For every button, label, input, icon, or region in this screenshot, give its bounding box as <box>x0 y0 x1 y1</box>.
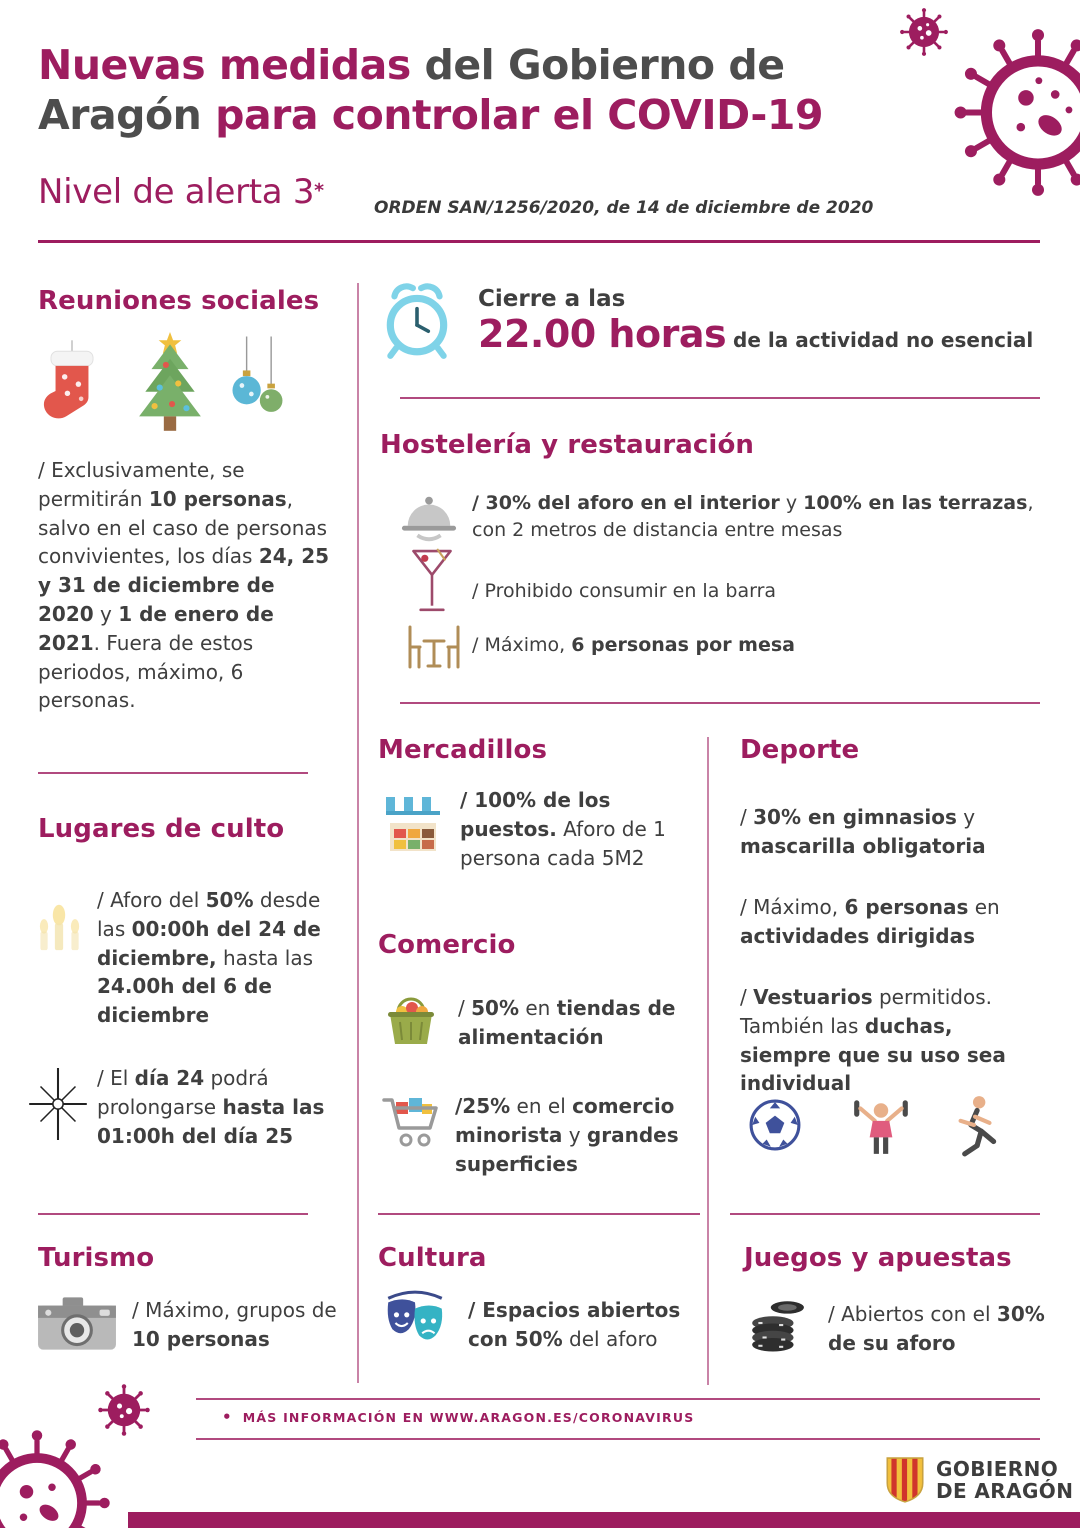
cultura-item-text: / Espacios abiertos con 50% del aforo <box>468 1298 681 1351</box>
closure-intro: Cierre a las <box>478 286 626 312</box>
hosteleria-item-2-text: / Prohibido consumir en la barra <box>472 580 777 602</box>
shopping-cart-icon <box>380 1088 440 1166</box>
weightlifter-icon <box>852 1094 910 1162</box>
divider <box>730 1213 1040 1215</box>
lugares-item-1-text: / Aforo del 50% desde las 00:00h del 24 de diciembre, hasta las 24.00h del 6 de diciembre <box>97 888 321 1028</box>
alert-level <box>38 172 324 212</box>
page-title-line1: Nuevas medidas del Gobierno de <box>38 41 785 89</box>
divider <box>38 1213 308 1215</box>
star-icon <box>26 1068 90 1144</box>
gobierno-aragon-logo <box>884 1456 1073 1504</box>
section-title-juegos: Juegos y apuestas <box>744 1243 1012 1273</box>
section-title-deporte: Deporte <box>740 735 860 765</box>
alert-asterisk: * <box>314 179 325 202</box>
christmas-tree-icon <box>128 330 212 442</box>
hosteleria-item-1-text: / 30% del aforo en el interior y 100% en las terrazas, con 2 metros de distancia entre mesas <box>472 492 1034 541</box>
footer-bullet: • <box>222 1408 233 1426</box>
soccer-ball-icon <box>748 1098 802 1156</box>
page-title <box>38 40 918 140</box>
divider <box>357 283 359 1383</box>
turismo-item-text: / Máximo, grupos de 10 personas <box>132 1298 337 1351</box>
cocktail-icon <box>410 548 454 620</box>
christmas-stocking-icon <box>40 338 104 438</box>
order-reference: ORDEN SAN/1256/2020, de 14 de diciembre de 2020 <box>374 198 874 218</box>
poker-chips-icon <box>748 1292 806 1358</box>
logo-line2: DE ARAGÓN <box>936 1479 1074 1503</box>
footer-info-prefix: MÁS INFORMACIÓN EN <box>242 1410 430 1425</box>
market-stall-icon <box>384 792 442 860</box>
table-chairs-icon <box>402 622 466 674</box>
section-title-lugares: Lugares de culto <box>38 814 285 844</box>
page-title-line2: Aragón para controlar el COVID-19 <box>38 91 823 140</box>
footer-info <box>222 1408 694 1426</box>
closure-time: 22.00 horas <box>478 312 727 356</box>
deporte-item-2-text: / Máximo, 6 personas en actividades dirigidas <box>740 895 1000 948</box>
divider <box>400 397 1040 399</box>
section-title-reuniones: Reuniones sociales <box>38 286 320 316</box>
alert-level-text: Nivel de alerta 3 <box>38 172 315 212</box>
logo-text <box>936 1458 1073 1502</box>
grocery-basket-icon <box>384 990 438 1052</box>
reuniones-text: / Exclusivamente, se permitirán 10 personas, salvo en el caso de personas convivientes, los días 24, 25 y 31 de diciembre de 2020 y 1 de enero de 2021. Fuera de estos periodos, máximo, 6 personas. <box>38 458 330 713</box>
divider <box>400 702 1040 704</box>
juegos-item-text: / Abiertos con el 30% de su aforo <box>828 1302 1045 1355</box>
virus-large-bottom-icon <box>0 1424 112 1528</box>
runner-icon <box>948 1094 1000 1162</box>
closure-block <box>478 286 1078 356</box>
footer-divider-bottom <box>196 1438 1040 1440</box>
section-title-mercadillos: Mercadillos <box>378 735 548 765</box>
header-divider <box>38 240 1040 243</box>
divider <box>38 772 308 774</box>
christmas-ornaments-icon <box>224 336 290 440</box>
footer-info-url: WWW.ARAGON.ES/CORONAVIRUS <box>429 1410 695 1425</box>
footer-divider-top <box>196 1398 1040 1400</box>
deporte-item-1-text: / 30% en gimnasios y mascarilla obligatoria <box>740 805 986 858</box>
closure-line2 <box>478 312 1078 356</box>
theater-masks-icon <box>382 1288 448 1362</box>
section-title-turismo: Turismo <box>38 1243 155 1273</box>
aragon-shield-icon <box>884 1456 926 1504</box>
divider <box>707 737 709 1385</box>
alarm-clock-icon <box>380 282 454 366</box>
mercadillos-item-text: / 100% de los puestos. Aforo de 1 persona cada 5M2 <box>460 788 666 870</box>
logo-line1: GOBIERNO <box>936 1457 1059 1481</box>
bottom-bar <box>128 1512 1080 1528</box>
comercio-item-2-text: /25% en el comercio minorista y grandes superficies <box>455 1094 679 1176</box>
serving-dish-icon <box>400 492 458 548</box>
section-title-hosteleria: Hostelería y restauración <box>380 430 755 460</box>
hosteleria-item-3-text: / Máximo, 6 personas por mesa <box>472 634 795 656</box>
virus-small-top-icon <box>898 6 950 62</box>
deporte-item-3-text: / Vestuarios permitidos. También las duchas, siempre que su uso sea individual <box>740 985 1006 1096</box>
camera-icon <box>36 1292 118 1358</box>
lugares-item-2-text: / El día 24 podrá prolongarse hasta las 01:00h del día 25 <box>97 1066 325 1148</box>
divider <box>378 1213 700 1215</box>
section-title-comercio: Comercio <box>378 930 516 960</box>
closure-rest: de la actividad no esencial <box>726 328 1034 352</box>
virus-large-top-icon <box>952 22 1080 207</box>
section-title-cultura: Cultura <box>378 1243 487 1273</box>
comercio-item-1-text: / 50% en tiendas de alimentación <box>458 996 676 1049</box>
candles-icon <box>28 900 90 962</box>
